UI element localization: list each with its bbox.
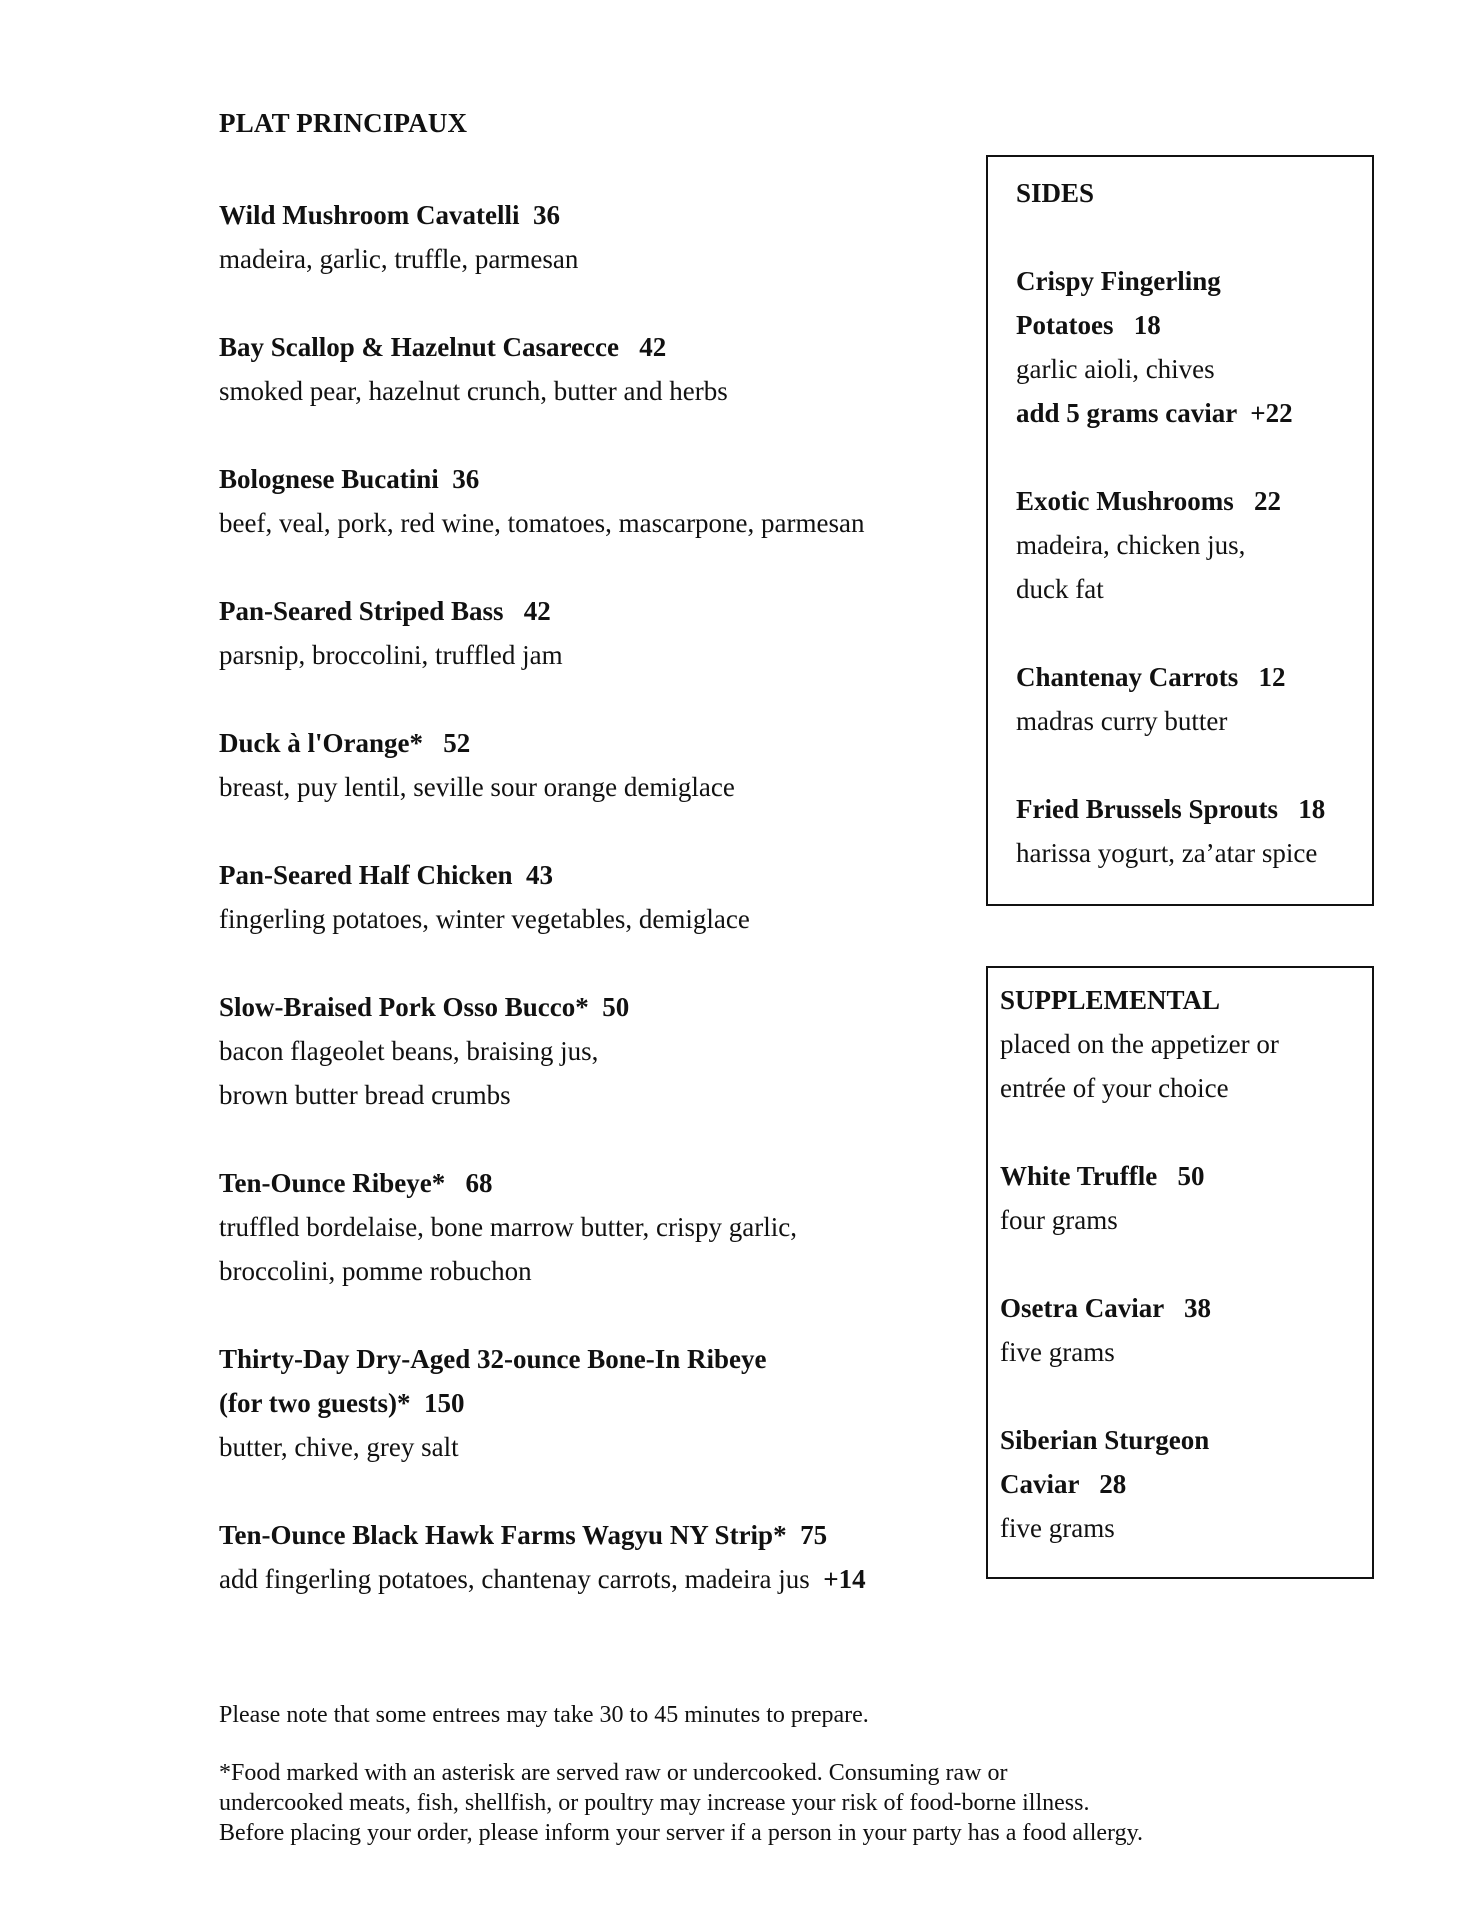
section-heading: PLAT PRINCIPAUX — [219, 108, 468, 138]
item-price: 22 — [1254, 486, 1282, 516]
item-price: 18 — [1298, 794, 1326, 824]
menu-item — [219, 457, 959, 545]
item-description: add fingerling potatoes, chantenay carrots, madeira jus — [219, 1564, 810, 1594]
intro-line: entrée of your choice — [1000, 1073, 1229, 1103]
item-price: 38 — [1183, 1293, 1211, 1323]
item-name-line2: Potatoes — [1016, 310, 1114, 340]
disclaimer-line: *Food marked with an asterisk are served raw or undercooked. Consuming raw or — [219, 1760, 1008, 1786]
menu-item — [219, 193, 959, 281]
item-name: Osetra Caviar — [1000, 1293, 1164, 1323]
menu-item — [219, 721, 959, 809]
item-name: Exotic Mushrooms — [1016, 486, 1234, 516]
item-price: 50 — [602, 992, 630, 1022]
menu-item — [219, 1161, 959, 1293]
supplemental-box — [986, 966, 1374, 1579]
item-description: beef, veal, pork, red wine, tomatoes, mascarpone, parmesan — [219, 508, 865, 538]
item-description: brown butter bread crumbs — [219, 1080, 511, 1110]
item-name-line2: Caviar — [1000, 1469, 1079, 1499]
item-name: White Truffle — [1000, 1161, 1158, 1191]
item-name: Chantenay Carrots — [1016, 662, 1239, 692]
item-description: madeira, garlic, truffle, parmesan — [219, 244, 579, 274]
item-price: 50 — [1177, 1161, 1205, 1191]
supplemental-intro — [1000, 1022, 1372, 1110]
menu-item — [219, 589, 959, 677]
item-description: madras curry butter — [1016, 706, 1228, 736]
item-name: Thirty-Day Dry-Aged 32-ounce Bone-In Ribeye — [219, 1344, 767, 1374]
item-description: breast, puy lentil, seville sour orange demiglace — [219, 772, 735, 802]
item-name: Crispy Fingerling — [1016, 266, 1221, 296]
item-addon: add 5 grams caviar +22 — [1016, 398, 1293, 428]
item-price: 28 — [1099, 1469, 1127, 1499]
side-item — [1016, 787, 1372, 875]
item-description: five grams — [1000, 1513, 1115, 1543]
item-description: broccolini, pomme robuchon — [219, 1256, 532, 1286]
item-name-line2: (for two guests)* — [219, 1388, 411, 1418]
item-price: 150 — [423, 1388, 465, 1418]
item-addon-price: +14 — [823, 1564, 866, 1594]
menu-item — [219, 1513, 959, 1601]
disclaimer-line: undercooked meats, fish, shellfish, or poultry may increase your risk of food-borne illness. — [219, 1790, 1090, 1816]
item-name: Fried Brussels Sprouts — [1016, 794, 1279, 824]
item-description: five grams — [1000, 1337, 1115, 1367]
supplemental-item — [1000, 1418, 1372, 1550]
item-name: Bolognese Bucatini — [219, 464, 439, 494]
item-description: bacon flageolet beans, braising jus, — [219, 1036, 599, 1066]
item-description: duck fat — [1016, 574, 1104, 604]
item-price: 18 — [1133, 310, 1161, 340]
item-name: Slow-Braised Pork Osso Bucco* — [219, 992, 589, 1022]
item-name: Pan-Seared Half Chicken — [219, 860, 513, 890]
footer — [219, 1700, 1319, 1848]
prep-time-note: Please note that some entrees may take 30 to 45 minutes to prepare. — [219, 1702, 869, 1728]
item-price: 68 — [465, 1168, 493, 1198]
item-name: Wild Mushroom Cavatelli — [219, 200, 520, 230]
mains-list — [219, 193, 959, 1645]
item-price: 75 — [800, 1520, 828, 1550]
supplemental-item — [1000, 1286, 1372, 1374]
item-name: Duck à l'Orange* — [219, 728, 424, 758]
side-item — [1016, 479, 1372, 611]
item-price: 52 — [443, 728, 471, 758]
item-description: butter, chive, grey salt — [219, 1432, 459, 1462]
item-description: four grams — [1000, 1205, 1118, 1235]
menu-item — [219, 1337, 959, 1469]
item-name: Pan-Seared Striped Bass — [219, 596, 504, 626]
item-description: harissa yogurt, za’atar spice — [1016, 838, 1318, 868]
item-price: 42 — [523, 596, 551, 626]
menu-item — [219, 853, 959, 941]
intro-line: placed on the appetizer or — [1000, 1029, 1279, 1059]
item-name: Ten-Ounce Ribeye* — [219, 1168, 446, 1198]
item-name: Siberian Sturgeon — [1000, 1425, 1210, 1455]
item-price: 42 — [639, 332, 667, 362]
item-price: 36 — [533, 200, 561, 230]
disclaimer-line: Before placing your order, please inform your server if a person in your party has a food allergy. — [219, 1820, 1144, 1846]
allergy-disclaimer — [219, 1758, 1319, 1848]
item-description: parsnip, broccolini, truffled jam — [219, 640, 563, 670]
sides-title: SIDES — [1016, 178, 1095, 208]
item-description: madeira, chicken jus, — [1016, 530, 1246, 560]
supplemental-item — [1000, 1154, 1372, 1242]
menu-item — [219, 325, 959, 413]
item-description: smoked pear, hazelnut crunch, butter and herbs — [219, 376, 728, 406]
menu-item — [219, 985, 959, 1117]
item-description: truffled bordelaise, bone marrow butter, crispy garlic, — [219, 1212, 797, 1242]
side-item — [1016, 655, 1372, 743]
item-price: 36 — [452, 464, 480, 494]
side-item — [1016, 259, 1372, 435]
item-price: 43 — [526, 860, 554, 890]
item-description: fingerling potatoes, winter vegetables, demiglace — [219, 904, 750, 934]
sides-box — [986, 155, 1374, 906]
supplemental-title: SUPPLEMENTAL — [1000, 985, 1221, 1015]
item-description: garlic aioli, chives — [1016, 354, 1215, 384]
item-price: 12 — [1258, 662, 1286, 692]
item-name: Ten-Ounce Black Hawk Farms Wagyu NY Strip* — [219, 1520, 787, 1550]
item-name: Bay Scallop & Hazelnut Casarecce — [219, 332, 619, 362]
